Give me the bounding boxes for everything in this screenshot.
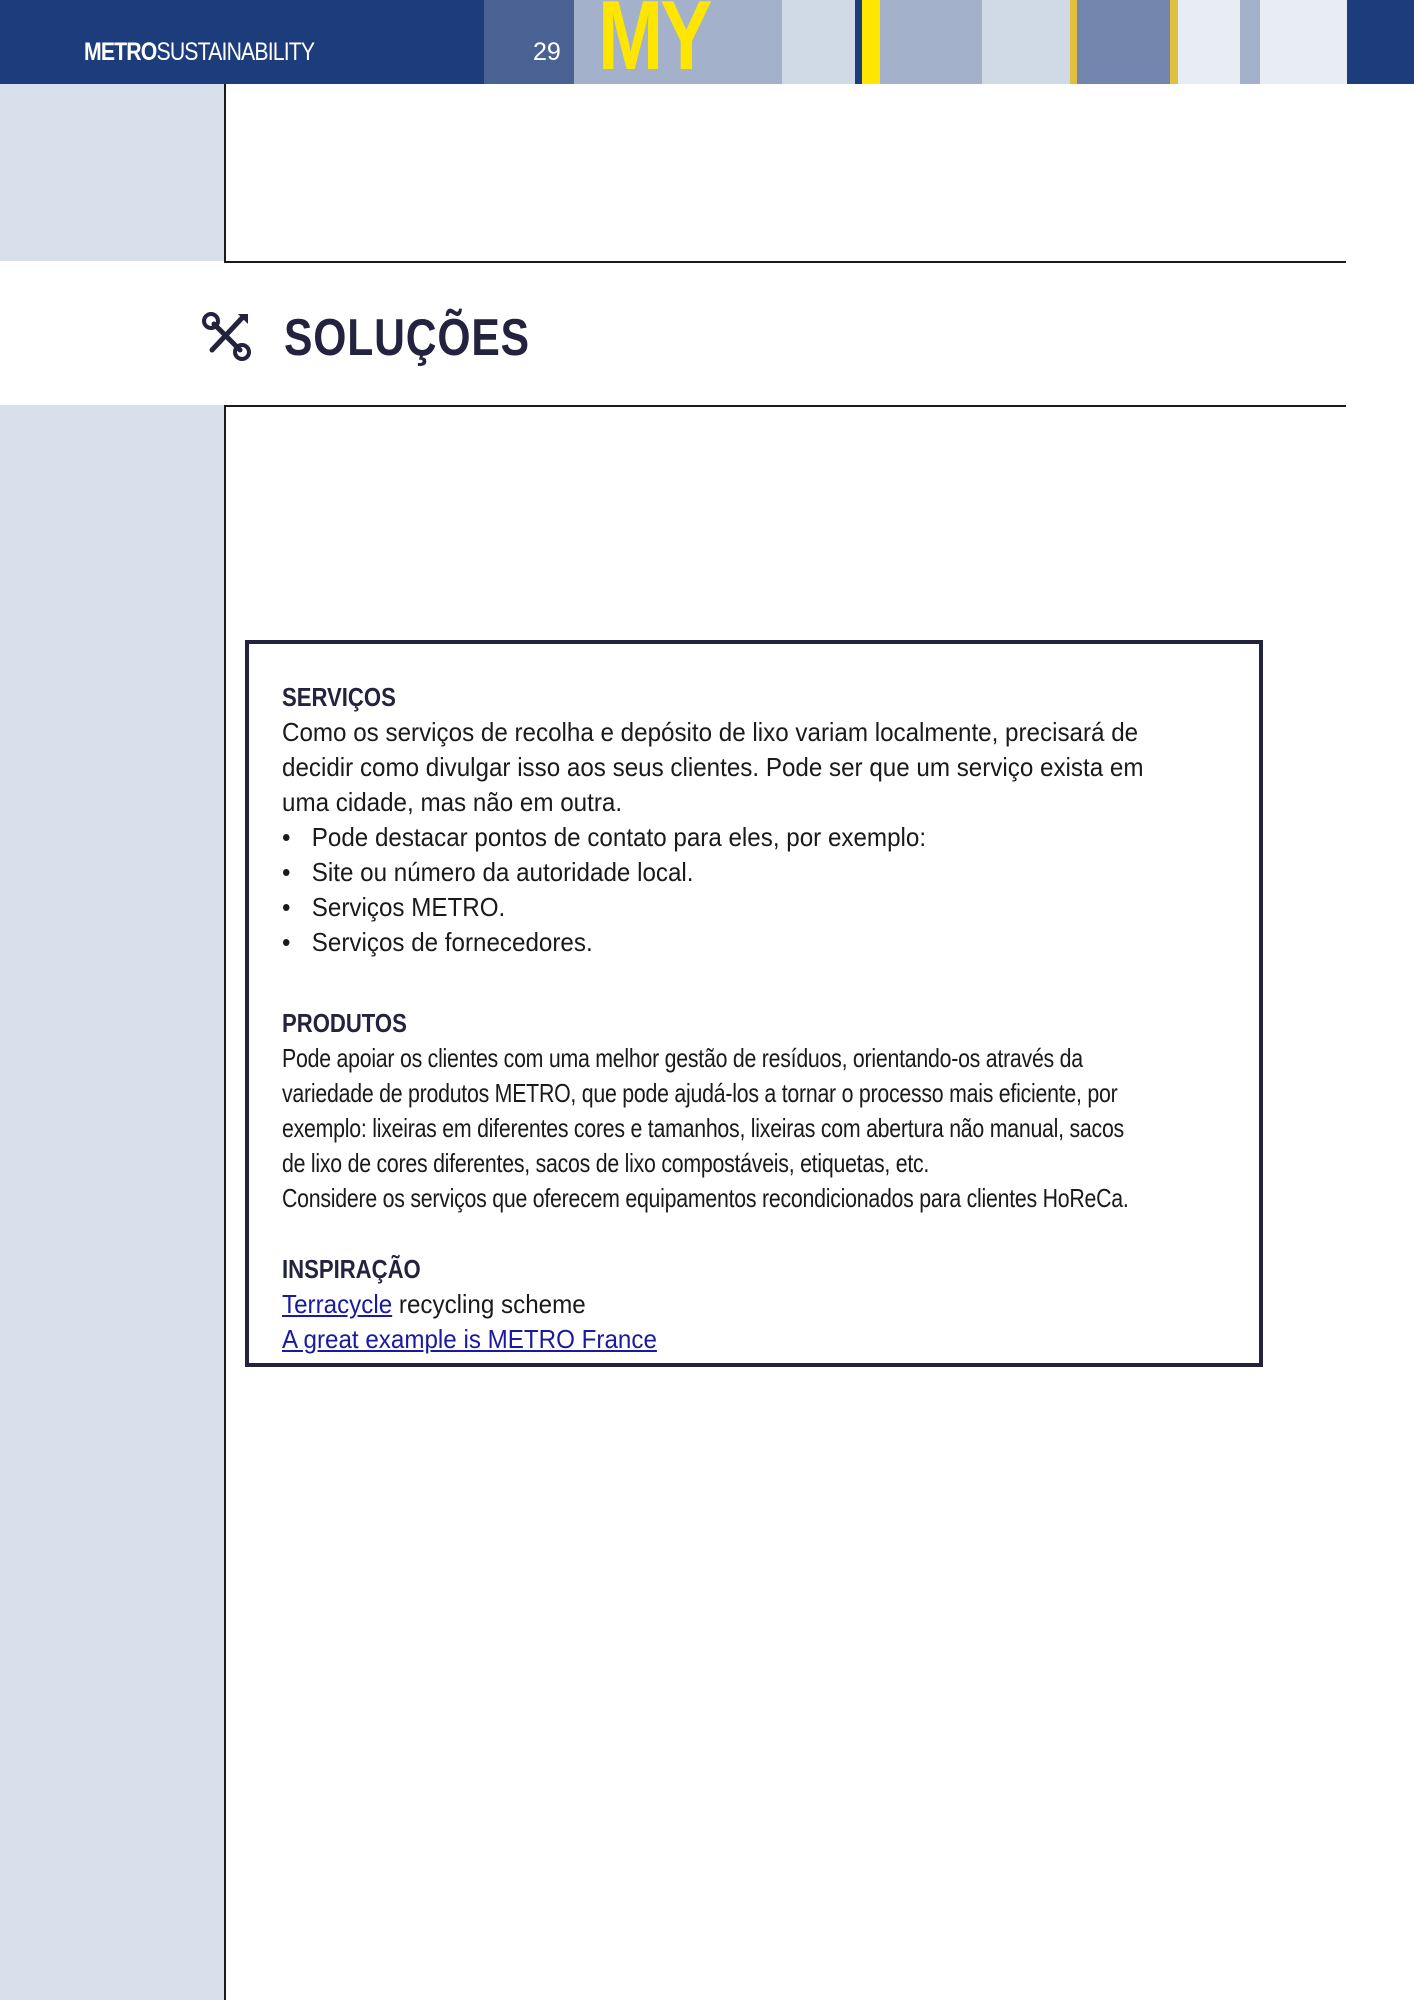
- paragraph-line: exemplo: lixeiras em diferentes cores e tamanhos, lixeiras com abertura não manual, sacos: [282, 1113, 1124, 1143]
- section-heading: PRODUTOS: [282, 1008, 407, 1038]
- paragraph-line: Considere os serviços que oferecem equipamentos recondicionados para clientes HoReCa.: [282, 1183, 1129, 1213]
- paragraph-line: Pode apoiar os clientes com uma melhor gestão de resíduos, orientando-os através da: [282, 1043, 1083, 1073]
- page-number: 29: [533, 38, 561, 66]
- section-produtos: [282, 1006, 1242, 1216]
- section-inspiracao: [282, 1252, 1242, 1357]
- page-header: [0, 0, 1414, 90]
- section-heading: INSPIRAÇÃO: [282, 1254, 421, 1284]
- divider: [224, 405, 226, 2000]
- paragraph-line: uma cidade, mas não em outra.: [282, 787, 623, 817]
- page-title: SOLUÇÕES: [284, 309, 530, 367]
- divider: [224, 84, 226, 261]
- link-suffix: recycling scheme: [392, 1289, 586, 1319]
- section-heading: SERVIÇOS: [282, 682, 396, 712]
- metro-france-link[interactable]: A great example is METRO France: [282, 1324, 657, 1354]
- bullet-item: • Site ou número da autoridade local.: [282, 855, 1175, 890]
- paragraph-line: decidir como divulgar isso aos seus clientes. Pode ser que um serviço exista em: [282, 752, 1144, 782]
- brand-logo: METROSUSTAINABILITY: [84, 38, 315, 66]
- paragraph-line: Como os serviços de recolha e depósito de lixo variam localmente, precisará de: [282, 717, 1139, 747]
- tools-icon: [200, 310, 252, 362]
- sidebar-band: [0, 405, 224, 2000]
- divider: [224, 405, 1346, 407]
- bullet-item: • Pode destacar pontos de contato para eles, por exemplo:: [282, 820, 1175, 855]
- sidebar-band: [0, 84, 224, 261]
- section-servicos: [282, 680, 1242, 960]
- terracycle-link[interactable]: Terracycle: [282, 1289, 393, 1319]
- deco-letters: MY: [598, 0, 710, 90]
- paragraph-line: variedade de produtos METRO, que pode ajudá-los a tornar o processo mais eficiente, por: [282, 1078, 1118, 1108]
- paragraph-line: de lixo de cores diferentes, sacos de lixo compostáveis, etiquetas, etc.: [282, 1148, 930, 1178]
- divider: [224, 261, 1346, 263]
- bullet-item: • Serviços METRO.: [282, 890, 1175, 925]
- bullet-item: • Serviços de fornecedores.: [282, 925, 1175, 960]
